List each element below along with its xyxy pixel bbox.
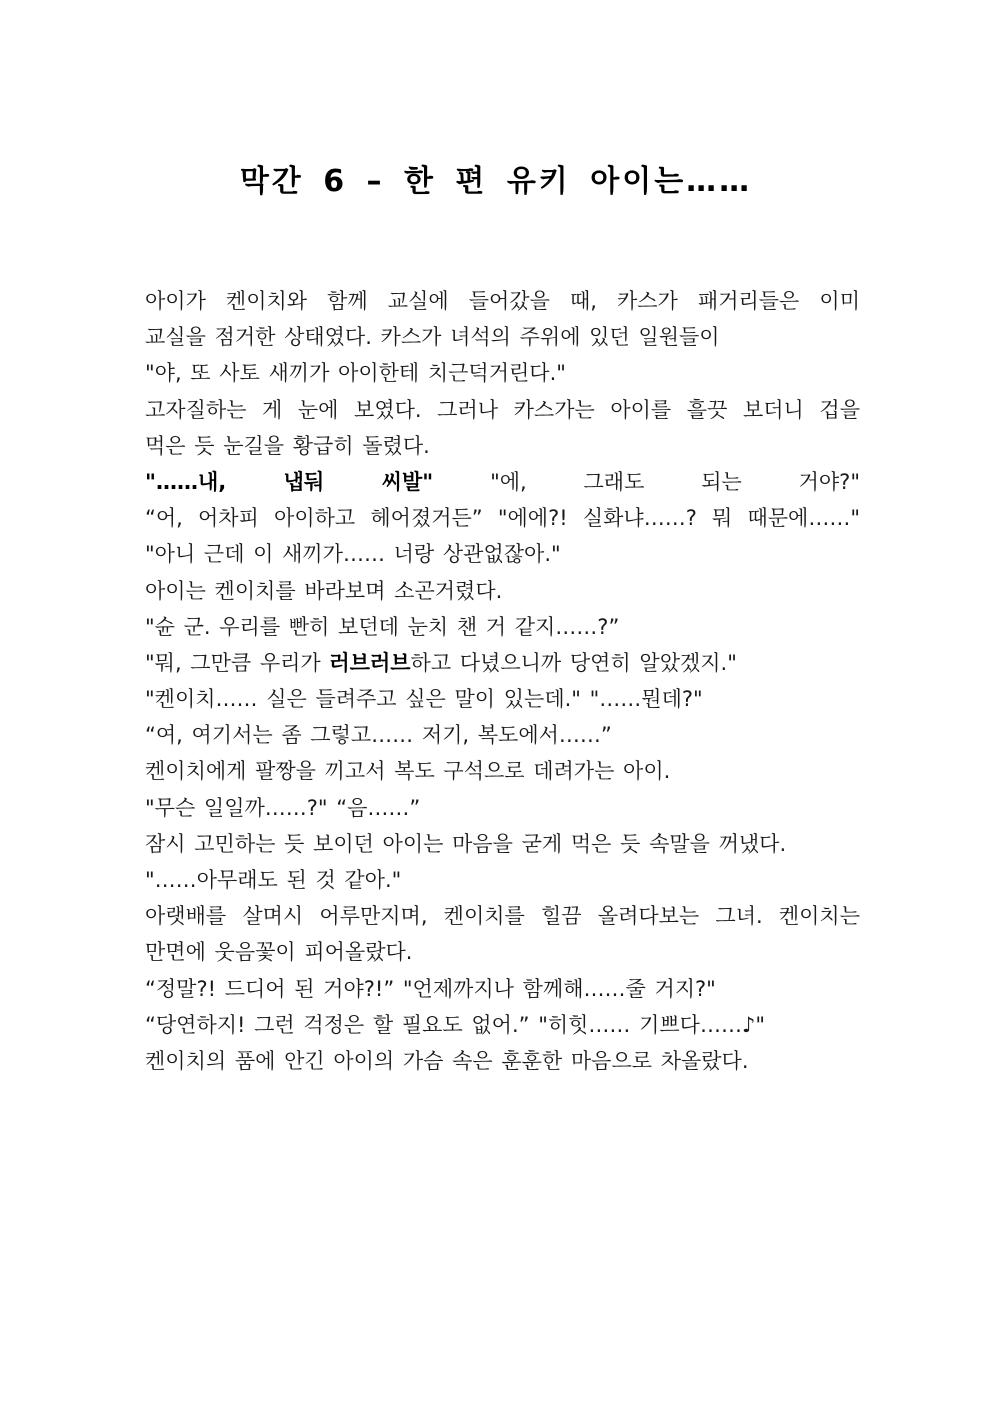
text-segment: 켄이치의 품에 안긴 아이의 가슴 속은 훈훈한 마음으로 차올랐다. (145, 1048, 749, 1073)
text-line (145, 898, 860, 934)
text-line (145, 934, 860, 970)
text-line (145, 645, 860, 681)
text-segment: "무슨 일일까……?" “음……” (145, 795, 421, 820)
text-segment: 아이가 켄이치와 함께 교실에 들어갔을 때, 카스가 패거리들은 이미 (145, 289, 860, 313)
text-segment: “정말?! 드디어 된 거야?!” "언제까지나 함께해……줄 거지?" (145, 976, 716, 1001)
text-line (145, 319, 860, 355)
text-line (145, 790, 860, 826)
text-segment: "아니 근데 이 새끼가…… 너랑 상관없잖아." (145, 542, 561, 567)
text-segment: 먹은 듯 눈길을 황급히 돌렸다. (145, 433, 430, 458)
text-segment: 교실을 점거한 상태였다. 카스가 녀석의 주위에 있던 일원들이 (145, 325, 720, 350)
text-segment: “당연하지! 그런 걱정은 할 필요도 없어.” "히힛…… 기쁘다……♪" (145, 1012, 766, 1037)
text-segment: 켄이치에게 팔짱을 끼고서 복도 구석으로 데려가는 아이. (145, 759, 671, 784)
text-segment: 고자질하는 게 눈에 보였다. 그러나 카스가는 아이를 흘끗 보더니 겁을 (145, 397, 860, 422)
text-line (145, 536, 860, 572)
text-segment: "켄이치…… 실은 들려주고 싶은 말이 있는데." "……뭔데?" (145, 687, 703, 712)
text-line (145, 1007, 860, 1043)
text-line (145, 392, 860, 428)
text-line (145, 464, 860, 500)
text-line (145, 500, 860, 536)
text-segment: "뭐, 그만큼 우리가 (145, 650, 330, 675)
text-segment: "……아무래도 된 것 같아." (145, 868, 402, 892)
text-segment: 아이는 켄이치를 바라보며 소곤거렸다. (145, 578, 503, 603)
text-segment: “여, 여기서는 좀 그렇고…… 저기, 복도에서……” (145, 723, 612, 748)
text-line (145, 283, 860, 319)
text-line (145, 428, 860, 464)
bold-text-segment: 러브러브 (329, 650, 411, 675)
bold-text-segment: "……내, 냅둬 씨발" (145, 469, 434, 494)
text-segment: 만면에 웃음꽃이 피어올랐다. (145, 940, 413, 965)
text-segment: 아랫배를 살며시 어루만지며, 켄이치를 힐끔 올려다보는 그녀. 켄이치는 (145, 904, 860, 929)
body-text (145, 283, 860, 1079)
text-line (145, 573, 860, 609)
text-line (145, 826, 860, 862)
chapter-title: 막간 6 – 한 편 유키 아이는…… (239, 164, 753, 199)
text-line (145, 753, 860, 789)
text-segment: “어, 어차피 아이하고 헤어졌거든” "에에?! 실화냐……? 뭐 때문에……" (145, 506, 860, 531)
text-line (145, 1043, 860, 1079)
text-line (145, 862, 860, 898)
text-segment: "에, 그래도 되는 거야?" (433, 469, 860, 494)
text-line (145, 681, 860, 717)
text-line (145, 609, 860, 645)
text-segment: 하고 다녔으니까 당연히 알았겠지." (410, 650, 737, 675)
text-segment: 잠시 고민하는 듯 보이던 아이는 마음을 굳게 먹은 듯 속말을 꺼냈다. (145, 831, 787, 856)
text-segment: "슌 군. 우리를 빤히 보던데 눈치 챈 거 같지……?” (145, 614, 620, 639)
text-line (145, 971, 860, 1007)
text-line (145, 355, 860, 391)
text-line (145, 717, 860, 753)
text-segment: "야, 또 사토 새끼가 아이한테 치근덕거린다." (145, 361, 566, 386)
